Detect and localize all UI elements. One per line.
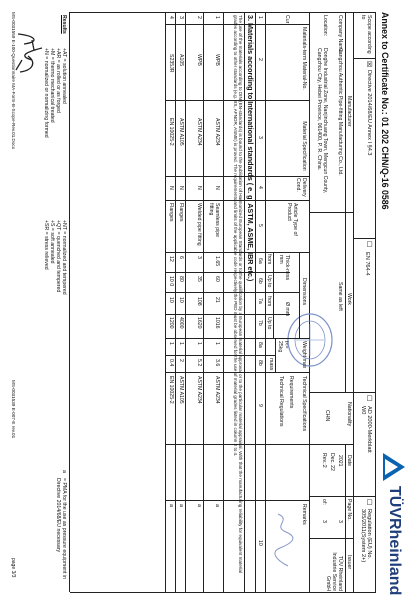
colnum-5: 5 bbox=[257, 224, 263, 227]
cell-no: 2 bbox=[196, 16, 202, 19]
handwritten-signature-icon bbox=[12, 30, 46, 76]
cell-t-from: 6 bbox=[178, 256, 184, 259]
column-divider bbox=[166, 314, 222, 315]
col-tech-reg: Technical Regulations bbox=[278, 376, 284, 427]
cell-w2: 3.6 bbox=[214, 359, 220, 367]
company-label: Company Name: bbox=[337, 15, 343, 54]
footer-left: MS-0031559 E-100-Questionnaire MA-Form-B-Scope-Rev.01.Docx bbox=[11, 12, 16, 150]
cell-w2: 2 bbox=[178, 359, 184, 362]
cell-cond: N bbox=[168, 186, 174, 190]
section3-title: 3. Materials according to International standards ( e. g. ASTM, ASME, IBR etc.) bbox=[246, 15, 255, 282]
legend-item: +QT = quenched and tempered bbox=[55, 220, 61, 293]
cell-rem: a bbox=[178, 504, 184, 507]
col-current: Cur bbox=[284, 15, 290, 24]
colnum-7a: 7a bbox=[257, 298, 263, 304]
ad-text: AD 2000-Merkblatt W0 bbox=[360, 406, 372, 453]
column-divider bbox=[166, 292, 222, 293]
colnum-8a: 8a bbox=[257, 342, 263, 348]
cell-term: S235JR bbox=[168, 54, 174, 73]
column-divider bbox=[166, 24, 222, 25]
cell-d-from: 108 bbox=[196, 297, 202, 306]
cell-term: WPB bbox=[196, 54, 202, 66]
legend-item: +SR = stress relieved bbox=[43, 220, 49, 270]
cell-article: Flanges bbox=[178, 203, 184, 222]
cell-no: 3 bbox=[178, 16, 184, 19]
legend-item: +N = normalized or normalizing formed bbox=[43, 48, 49, 138]
colnum-9: 9 bbox=[257, 404, 263, 407]
col-thickness: Thick-ness mm bbox=[278, 255, 290, 281]
col-weight: Weight max bbox=[301, 341, 307, 369]
cell-rem: a bbox=[168, 504, 174, 507]
row-divider bbox=[175, 12, 176, 592]
col-mass: mass bbox=[268, 358, 274, 371]
cell-tech: ASTM A234 bbox=[214, 376, 220, 404]
column-divider bbox=[166, 338, 222, 339]
legend-item: +AT = solution annealed bbox=[61, 48, 67, 104]
date-day: Dec. 22 bbox=[329, 453, 335, 471]
logo-text: TÜVRheinland bbox=[386, 486, 403, 596]
legend-item: +NT = normalized and tempered bbox=[61, 220, 67, 295]
manufacturer-head: Manufacturer bbox=[346, 96, 352, 127]
cell-no: 1 bbox=[214, 16, 220, 19]
colnum-cur: 1 bbox=[257, 16, 263, 19]
annex-title: Annex to Certificate No.: 01 202 CHN/Q-16 0586 bbox=[380, 12, 390, 210]
cell-t-up: 80 bbox=[178, 276, 184, 282]
cell-d-up: 1620 bbox=[196, 317, 202, 329]
cell-t-up: 10 0 bbox=[168, 276, 174, 287]
scope-label: Scope according to bbox=[360, 15, 372, 54]
cell-cond: N bbox=[214, 186, 220, 190]
section3-text: The use of the materials according to DIN (EN-standards) is bound to the publication of Harmonized European Standards or to the qualification by a European material approval or to the particular material appraisal. With that the manufacturing reliability for equivalent material grades according to other standards (e.g. BS, AFNOR, ASME) is proved. The requirements and limits of the applicable code respectively the PED must be observed for the use of material grades listed in column 2 to 4. bbox=[232, 15, 243, 573]
legend-item: +S = soft annealed bbox=[49, 220, 55, 264]
col-tech-spec: Technical Specifications bbox=[301, 376, 307, 432]
results-label: Results bbox=[61, 15, 67, 34]
cell-spec: ASTM A105 bbox=[178, 118, 184, 146]
col-upto: Up to bbox=[266, 275, 272, 288]
nationality-value: CHN bbox=[324, 410, 330, 422]
col-material-spec: Material Specification bbox=[301, 121, 307, 171]
reg-text: Regulation (EU) No. 305/2011(System 2+) bbox=[360, 509, 372, 563]
cell-spec: ASTM A234 bbox=[214, 118, 220, 146]
colnum-6a: 6a bbox=[257, 258, 263, 264]
column-divider bbox=[166, 200, 222, 201]
footer-page: page 3/3 bbox=[10, 558, 16, 578]
legend-item: +M = thermo mechanical treated bbox=[49, 48, 55, 123]
column-divider bbox=[166, 372, 222, 373]
directive-text: Directive 2014/68/EU Annex I §4.3 bbox=[366, 70, 372, 156]
colnum-4: 4 bbox=[257, 186, 263, 189]
col-delivery-cond: Delivery Cond. bbox=[295, 178, 307, 197]
col-dimensions: Dimensions bbox=[301, 278, 307, 306]
cell-cond: N bbox=[178, 186, 184, 190]
col-material-term: Materials-term Material-No. bbox=[301, 27, 307, 90]
colnum-3: 3 bbox=[257, 136, 263, 139]
cell-d-from: 21 bbox=[214, 297, 220, 303]
cell-cond: N bbox=[196, 186, 202, 190]
cell-rem: a bbox=[214, 504, 220, 507]
location-label: Location: bbox=[322, 15, 328, 37]
column-divider bbox=[166, 272, 222, 273]
ad-checkbox: ☐ bbox=[365, 395, 372, 402]
col-remarks: Remarks bbox=[301, 504, 307, 525]
col-requirements: Requirements bbox=[288, 376, 294, 409]
col-from-2: from bbox=[266, 296, 272, 307]
cell-d-up: 4000 bbox=[178, 317, 184, 329]
cell-article: Flanges bbox=[168, 203, 174, 222]
cell-w2: 0.4 bbox=[168, 359, 174, 367]
col-weight-limit: t<= 25kg bbox=[277, 341, 289, 353]
page-total: 3 bbox=[321, 520, 327, 523]
col-upto-2: Up to bbox=[266, 317, 272, 330]
cell-article: Welded pipe fitting bbox=[196, 203, 202, 246]
row-divider bbox=[203, 12, 204, 592]
cell-tech: EN 10025-2 bbox=[168, 376, 174, 404]
nationality-head: Nationality bbox=[346, 402, 352, 427]
cell-term: WPB bbox=[214, 54, 220, 66]
column-divider bbox=[166, 355, 222, 356]
cell-d-from: 10 bbox=[178, 297, 184, 303]
page-of: of: bbox=[321, 499, 327, 505]
work-value: Same as left bbox=[337, 282, 343, 311]
work-head: Work bbox=[346, 293, 352, 306]
company-name: Cangzhou Authentic Pipe-fitting Manufacturing Co., Ltd. bbox=[337, 48, 343, 176]
cell-t-from: 1.65 bbox=[214, 256, 220, 267]
cell-d-up: 1016 bbox=[214, 317, 220, 329]
cell-rem: a bbox=[196, 504, 202, 507]
cell-t-from: 3 bbox=[196, 256, 202, 259]
directive-checkbox: ☒ bbox=[365, 61, 372, 68]
colnum-8b: 8b bbox=[257, 360, 263, 366]
tuv-logo bbox=[380, 452, 406, 596]
date-head: Date bbox=[346, 455, 352, 466]
issuer-head: Issuer bbox=[346, 555, 352, 570]
colnum-7b: 7b bbox=[257, 320, 263, 326]
column-divider bbox=[166, 176, 222, 177]
cell-w1: 1 bbox=[178, 342, 184, 345]
cell-spec: ASTM A234 bbox=[196, 118, 202, 146]
col-article: Article Type of Product bbox=[286, 203, 298, 236]
col-from: from bbox=[266, 254, 272, 265]
cell-w1: 1 bbox=[168, 342, 174, 345]
cell-t-up: 35 bbox=[196, 276, 202, 282]
page-head: Page No. bbox=[346, 499, 352, 521]
legend-pma: = PMA for the use as pressure equipment in Directive 2014/68/EU necessary bbox=[55, 478, 67, 580]
handwritten-signature-icon bbox=[270, 510, 296, 570]
cell-w1: 1 bbox=[214, 342, 220, 345]
page-value: 3 bbox=[337, 520, 343, 523]
row-divider bbox=[165, 12, 166, 592]
reg-checkbox: ☐ bbox=[365, 499, 372, 506]
col-diameter: Ø mm bbox=[284, 301, 290, 317]
cell-d-up: 1200 bbox=[168, 317, 174, 329]
en-checkbox: ☐ bbox=[365, 241, 372, 248]
cell-w2: 5.2 bbox=[196, 359, 202, 367]
revision: Rev.:2 bbox=[321, 453, 327, 468]
legend-item: +AR = as rolled or as forged bbox=[55, 48, 61, 113]
colnum-6b: 6b bbox=[257, 278, 263, 284]
cell-t-from: 12 bbox=[168, 256, 174, 262]
column-divider bbox=[166, 444, 222, 445]
column-divider bbox=[166, 100, 222, 101]
column-divider bbox=[166, 252, 222, 253]
column-divider bbox=[166, 500, 222, 501]
colnum-10: 10 bbox=[257, 540, 263, 546]
colnum-2: 2 bbox=[257, 58, 263, 61]
seal-stamp-icon bbox=[284, 310, 336, 370]
cell-d-from: 10 bbox=[168, 297, 174, 303]
cell-tech: ASTM A105 bbox=[178, 376, 184, 404]
cell-spec: EN 10025-2 bbox=[168, 118, 174, 146]
cell-article: Seamless pipe fitting bbox=[208, 203, 220, 238]
cell-tech: ASTM A234 bbox=[196, 376, 202, 404]
location-text: Donghe Industrial Zone, Nanjinchuang Town, Mengcun County, Cangzhou City, Hebei Province, 061400, P. R. China. bbox=[316, 48, 328, 194]
date-year: 2021 bbox=[337, 455, 343, 467]
cell-w1: 1 bbox=[196, 342, 202, 345]
cell-term: A105 bbox=[178, 54, 184, 67]
triangle-logo-icon bbox=[382, 452, 406, 482]
legend-key: a bbox=[61, 470, 67, 473]
footer-mid: MS-0031539 E-007-E rev.01 bbox=[11, 380, 16, 439]
cell-no: 4 bbox=[168, 16, 174, 19]
row-divider bbox=[185, 12, 186, 592]
en-text: EN 764-4 bbox=[364, 252, 370, 276]
issuer-value: TÜV Rheinland Industrie Service GmbH bbox=[325, 552, 343, 591]
cell-t-up: 60 bbox=[214, 276, 220, 282]
